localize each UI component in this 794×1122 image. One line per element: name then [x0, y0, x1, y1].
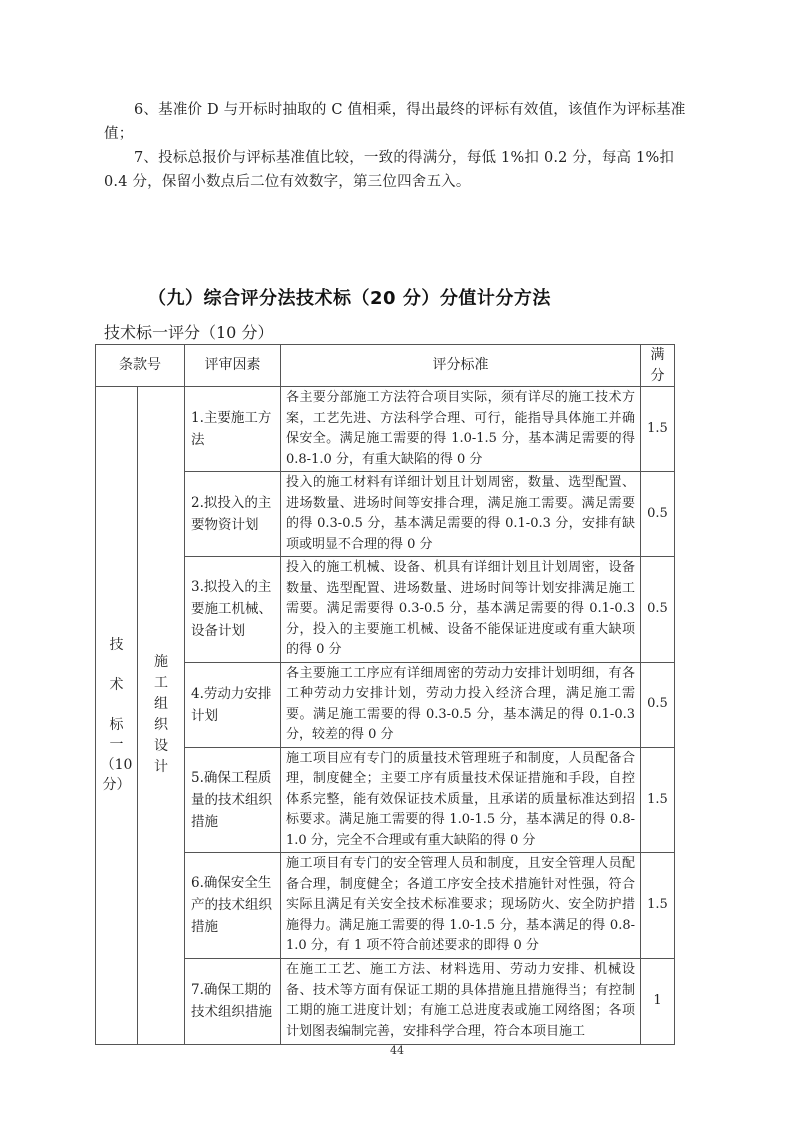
criteria-cell: 施工项目有专门的安全管理人员和制度，且安全管理人员配备合理，制度健全；各道工序安全技术措施针对性强，符合实际且满足有关安全技术标准要求；现场防火、安全防护措施得力。满足施工需要的得 1.0-1.5 分，基本满足的得 0.8-1.0 分，有 1 项不符合前述要求的即得 0 分 — [281, 853, 641, 959]
factor-cell: 6.确保安全生产的技术组织措施 — [185, 853, 281, 959]
criteria-cell: 在施工工艺、施工方法、材料选用、劳动力安排、机械设备、技术等方面有保证工期的具体措施且措施得当；有控制工期的施工进度计划；有施工总进度表或施工网络图；各项计划图表编制完善，安排科学合理，符合本项目施工 — [281, 958, 641, 1044]
subgroup-label-char: 组 — [154, 696, 168, 713]
score-cell: 0.5 — [641, 557, 675, 663]
scoring-table — [95, 344, 675, 1045]
factor-cell: 7.确保工期的技术组织措施 — [185, 958, 281, 1044]
criteria-cell: 投入的施工机械、设备、机具有详细计划且计划周密，设备数量、选型配置、进场数量、进场时间等计划安排满足施工需要。满足需要得 0.3-0.5 分，基本满足需要的得 0.1-0.3 分，投入的主要施工机械、设备不能保证进度或有重大缺项的得 0 分 — [281, 557, 641, 663]
table-caption: 技术标一评分（10 分） — [104, 323, 274, 342]
score-cell: 1 — [641, 958, 675, 1044]
table-header-row — [96, 345, 675, 387]
table-row — [96, 387, 675, 472]
header-full-score: 满分 — [641, 345, 675, 387]
page-number: 44 — [390, 1044, 404, 1057]
criteria-cell: 投入的施工材料有详细计划且计划周密，数量、选型配置、进场数量、进场时间等安排合理，满足施工需要。满足需要的得 0.3-0.5 分，基本满足需要的得 0.1-0.3 分，安排有缺项或明显不合理的得 0 分 — [281, 472, 641, 557]
group-label-char: 分） — [102, 777, 131, 794]
score-cell: 0.5 — [641, 472, 675, 557]
header-clause-no: 条款号 — [96, 345, 185, 387]
group-label-char: 标 — [109, 717, 124, 734]
criteria-cell: 各主要施工工序应有详细周密的劳动力安排计划明细，有各工种劳动力安排计划，劳动力投入经济合理，满足施工需要。满足施工需要的得 0.3-0.5 分，基本满足的得 0.1-0.3 分，较差的得 0 分 — [281, 662, 641, 747]
header-criteria: 评分标准 — [281, 345, 641, 387]
subgroup-label-cell — [138, 387, 185, 1045]
score-cell: 1.5 — [641, 853, 675, 959]
criteria-cell: 施工项目应有专门的质量技术管理班子和制度，人员配备合理，制度健全；主要工序有质量技术保证措施和手段，自控体系完整，能有效保证技术质量，且承诺的质量标准达到招标要求。满足施工需要的得 1.0-1.5 分，基本满足的得 0.8-1.0 分，完全不合理或有重大缺陷的得 0 分 — [281, 747, 641, 853]
subgroup-label-char: 施 — [154, 654, 168, 671]
factor-cell: 2.拟投入的主要物资计划 — [185, 472, 281, 557]
subgroup-label-char: 工 — [154, 675, 168, 692]
group-label-char: 技 — [109, 637, 124, 654]
group-label-char: 一 — [109, 737, 124, 754]
group-label-char: （10 — [100, 757, 133, 774]
factor-cell: 5.确保工程质量的技术组织措施 — [185, 747, 281, 853]
header-factor: 评审因素 — [185, 345, 281, 387]
factor-cell: 3.拟投入的主要施工机械、设备计划 — [185, 557, 281, 663]
paragraph-item-7: 7、投标总报价与评标基准值比较，一致的得满分，每低 1%扣 0.2 分，每高 1%扣 0.4 分，保留小数点后二位有效数字，第三位四舍五入。 — [104, 150, 675, 190]
subgroup-label-char: 织 — [154, 717, 168, 734]
group-label-char: 术 — [109, 677, 124, 694]
factor-cell: 4.劳动力安排计划 — [185, 662, 281, 747]
score-cell: 1.5 — [641, 747, 675, 853]
score-cell: 1.5 — [641, 387, 675, 472]
score-cell: 0.5 — [641, 662, 675, 747]
group-label-cell — [96, 387, 138, 1045]
subgroup-label-char: 计 — [154, 759, 168, 776]
section-title: （九）综合评分法技术标（20 分）分值计分方法 — [148, 288, 551, 309]
criteria-cell: 各主要分部施工方法符合项目实际，须有详尽的施工技术方案，工艺先进、方法科学合理、可行，能指导具体施工并确保安全。满足施工需要的得 1.0-1.5 分，基本满足需要的得 0.8-1.0 分，有重大缺陷的得 0 分 — [281, 387, 641, 472]
factor-cell: 1.主要施工方法 — [185, 387, 281, 472]
paragraph-item-6: 6、基准价 D 与开标时抽取的 C 值相乘，得出最终的评标有效值，该值作为评标基准值； — [104, 102, 686, 142]
subgroup-label-char: 设 — [154, 738, 168, 755]
